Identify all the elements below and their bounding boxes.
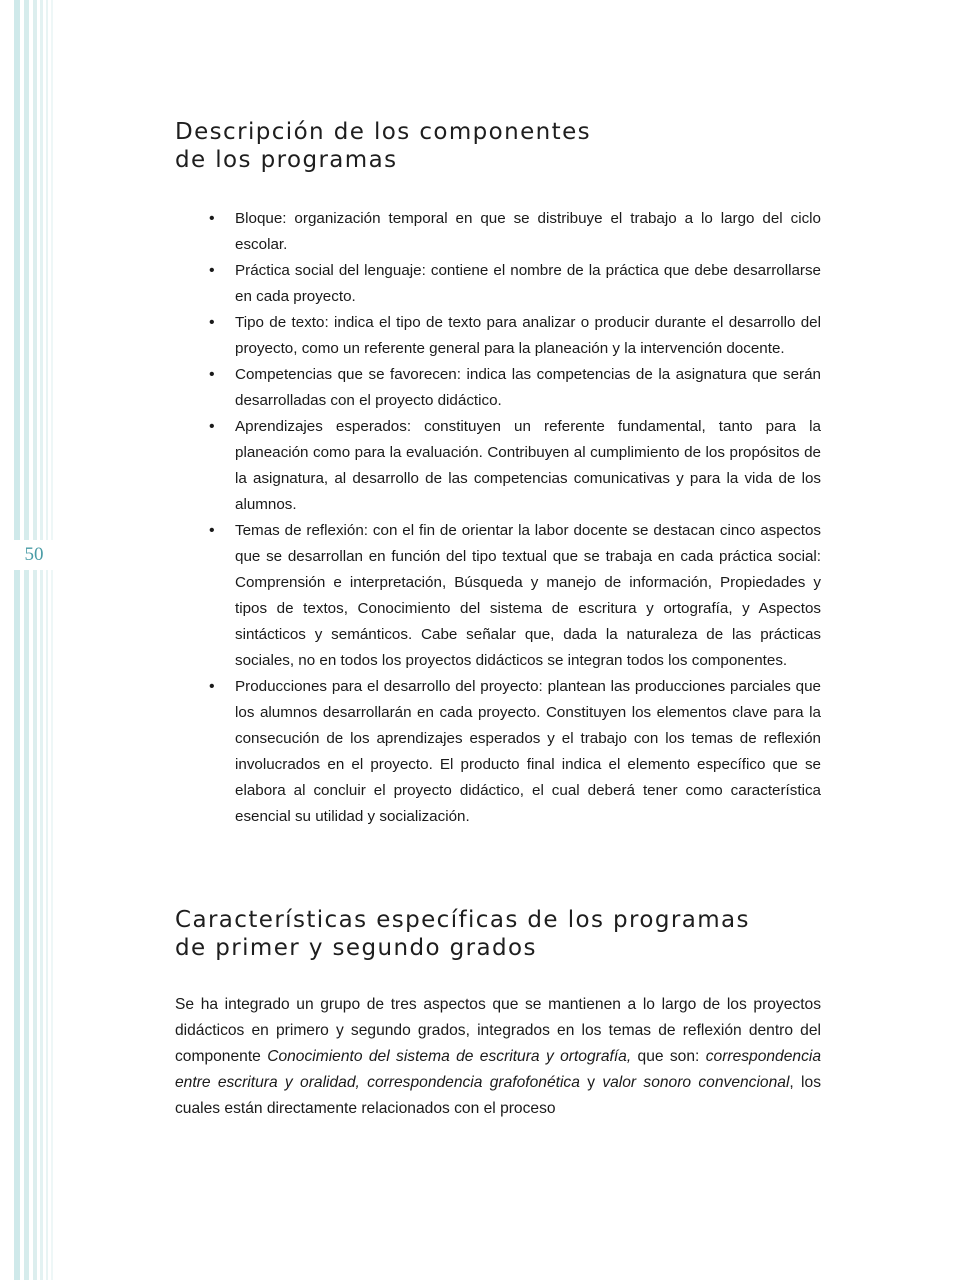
bullet-icon: • [209, 210, 215, 227]
bullet-icon: • [209, 314, 215, 331]
stripe [14, 0, 20, 1280]
list-item-text: Práctica social del lenguaje: contiene el nombre de la práctica que debe desarrollarse en cada proyecto. [235, 262, 821, 305]
bullet-icon: • [209, 418, 215, 435]
section-specific-features [175, 906, 821, 1122]
section-title-line: Características específicas de los programas [175, 907, 750, 933]
list-item [209, 310, 821, 362]
bullet-icon: • [209, 262, 215, 279]
list-item [209, 258, 821, 310]
page-content [175, 118, 821, 1122]
paragraph-italic: valor sonoro convencional [602, 1074, 790, 1091]
section-title [175, 906, 821, 962]
list-item [209, 674, 821, 830]
bullet-icon: • [209, 522, 215, 539]
paragraph-text: que son: [631, 1048, 706, 1065]
list-item-text: Aprendizajes esperados: constituyen un referente fundamental, tanto para la planeación como para la evaluación. Contribuyen al cumplimiento de los propósitos de la asignatura, al desarrollo de las competencias comunicativas y para la vida de los alumnos. [235, 418, 821, 513]
bullet-icon: • [209, 678, 215, 695]
paragraph-text: Se ha integrado un grupo de tres aspectos que se mantienen a lo largo de los proyectos didácticos en primero y segundo grados, integrados en los temas de reflexión dentro del componente [175, 996, 821, 1065]
list-item [209, 206, 821, 258]
section-title-line: Descripción de los componentes [175, 119, 591, 145]
bullet-icon: • [209, 366, 215, 383]
list-item [209, 362, 821, 414]
list-item-text: Temas de reflexión: con el fin de orientar la labor docente se destacan cinco aspectos que se desarrollan en función del tipo textual que se trabaja en cada práctica social: Comprensión e interpretación, Búsqueda y manejo de información, Propiedades y tipos de textos, Conocimiento del sistema de escritura y ortografía, y Aspectos sintácticos y semánticos. Cabe señalar que, dada la naturaleza de las prácticas sociales, no en todos los proyectos didácticos se integran todos los componentes. [235, 522, 821, 669]
section-title-line: de los programas [175, 147, 398, 173]
paragraph-italic: correspondencia entre escritura y oralidad, correspondencia grafofonética [175, 1048, 822, 1091]
stripe [46, 0, 48, 1280]
components-list [175, 206, 821, 830]
list-item-text: Producciones para el desarrollo del proyecto: plantean las producciones parciales que los alumnos desarrollarán en cada proyecto. Constituyen los elementos clave para la consecución de los aprendizajes esperados y el trabajo con los temas de reflexión involucrados en el proyecto. El producto final indica el elemento específico que se elabora al concluir el proyecto didáctico, el cual deberá tener como característica esencial su utilidad y socialización. [235, 678, 821, 825]
stripe [40, 0, 43, 1280]
decorative-stripes [0, 0, 60, 1280]
stripe [33, 0, 37, 1280]
list-item-text: Bloque: organización temporal en que se distribuye el trabajo a lo largo del ciclo escolar. [235, 210, 821, 253]
list-item-text: Competencias que se favorecen: indica las competencias de la asignatura que serán desarrolladas con el proyecto didáctico. [235, 366, 821, 409]
paragraph-text: , los cuales están directamente relacionados con el proceso [175, 1074, 821, 1117]
list-item-text: Tipo de texto: indica el tipo de texto para analizar o producir durante el desarrollo del proyecto, como un referente general para la planeación y la intervención docente. [235, 314, 821, 357]
paragraph-italic: Conocimiento del sistema de escritura y ortografía, [267, 1048, 632, 1065]
section-title [175, 118, 821, 174]
list-item [209, 414, 821, 518]
stripe [24, 0, 29, 1280]
paragraph-text: y [579, 1074, 603, 1091]
section-title-line: de primer y segundo grados [175, 935, 537, 961]
list-item [209, 518, 821, 674]
stripe [51, 0, 53, 1280]
body-paragraph [175, 992, 821, 1122]
page-number: 50 [14, 540, 54, 570]
